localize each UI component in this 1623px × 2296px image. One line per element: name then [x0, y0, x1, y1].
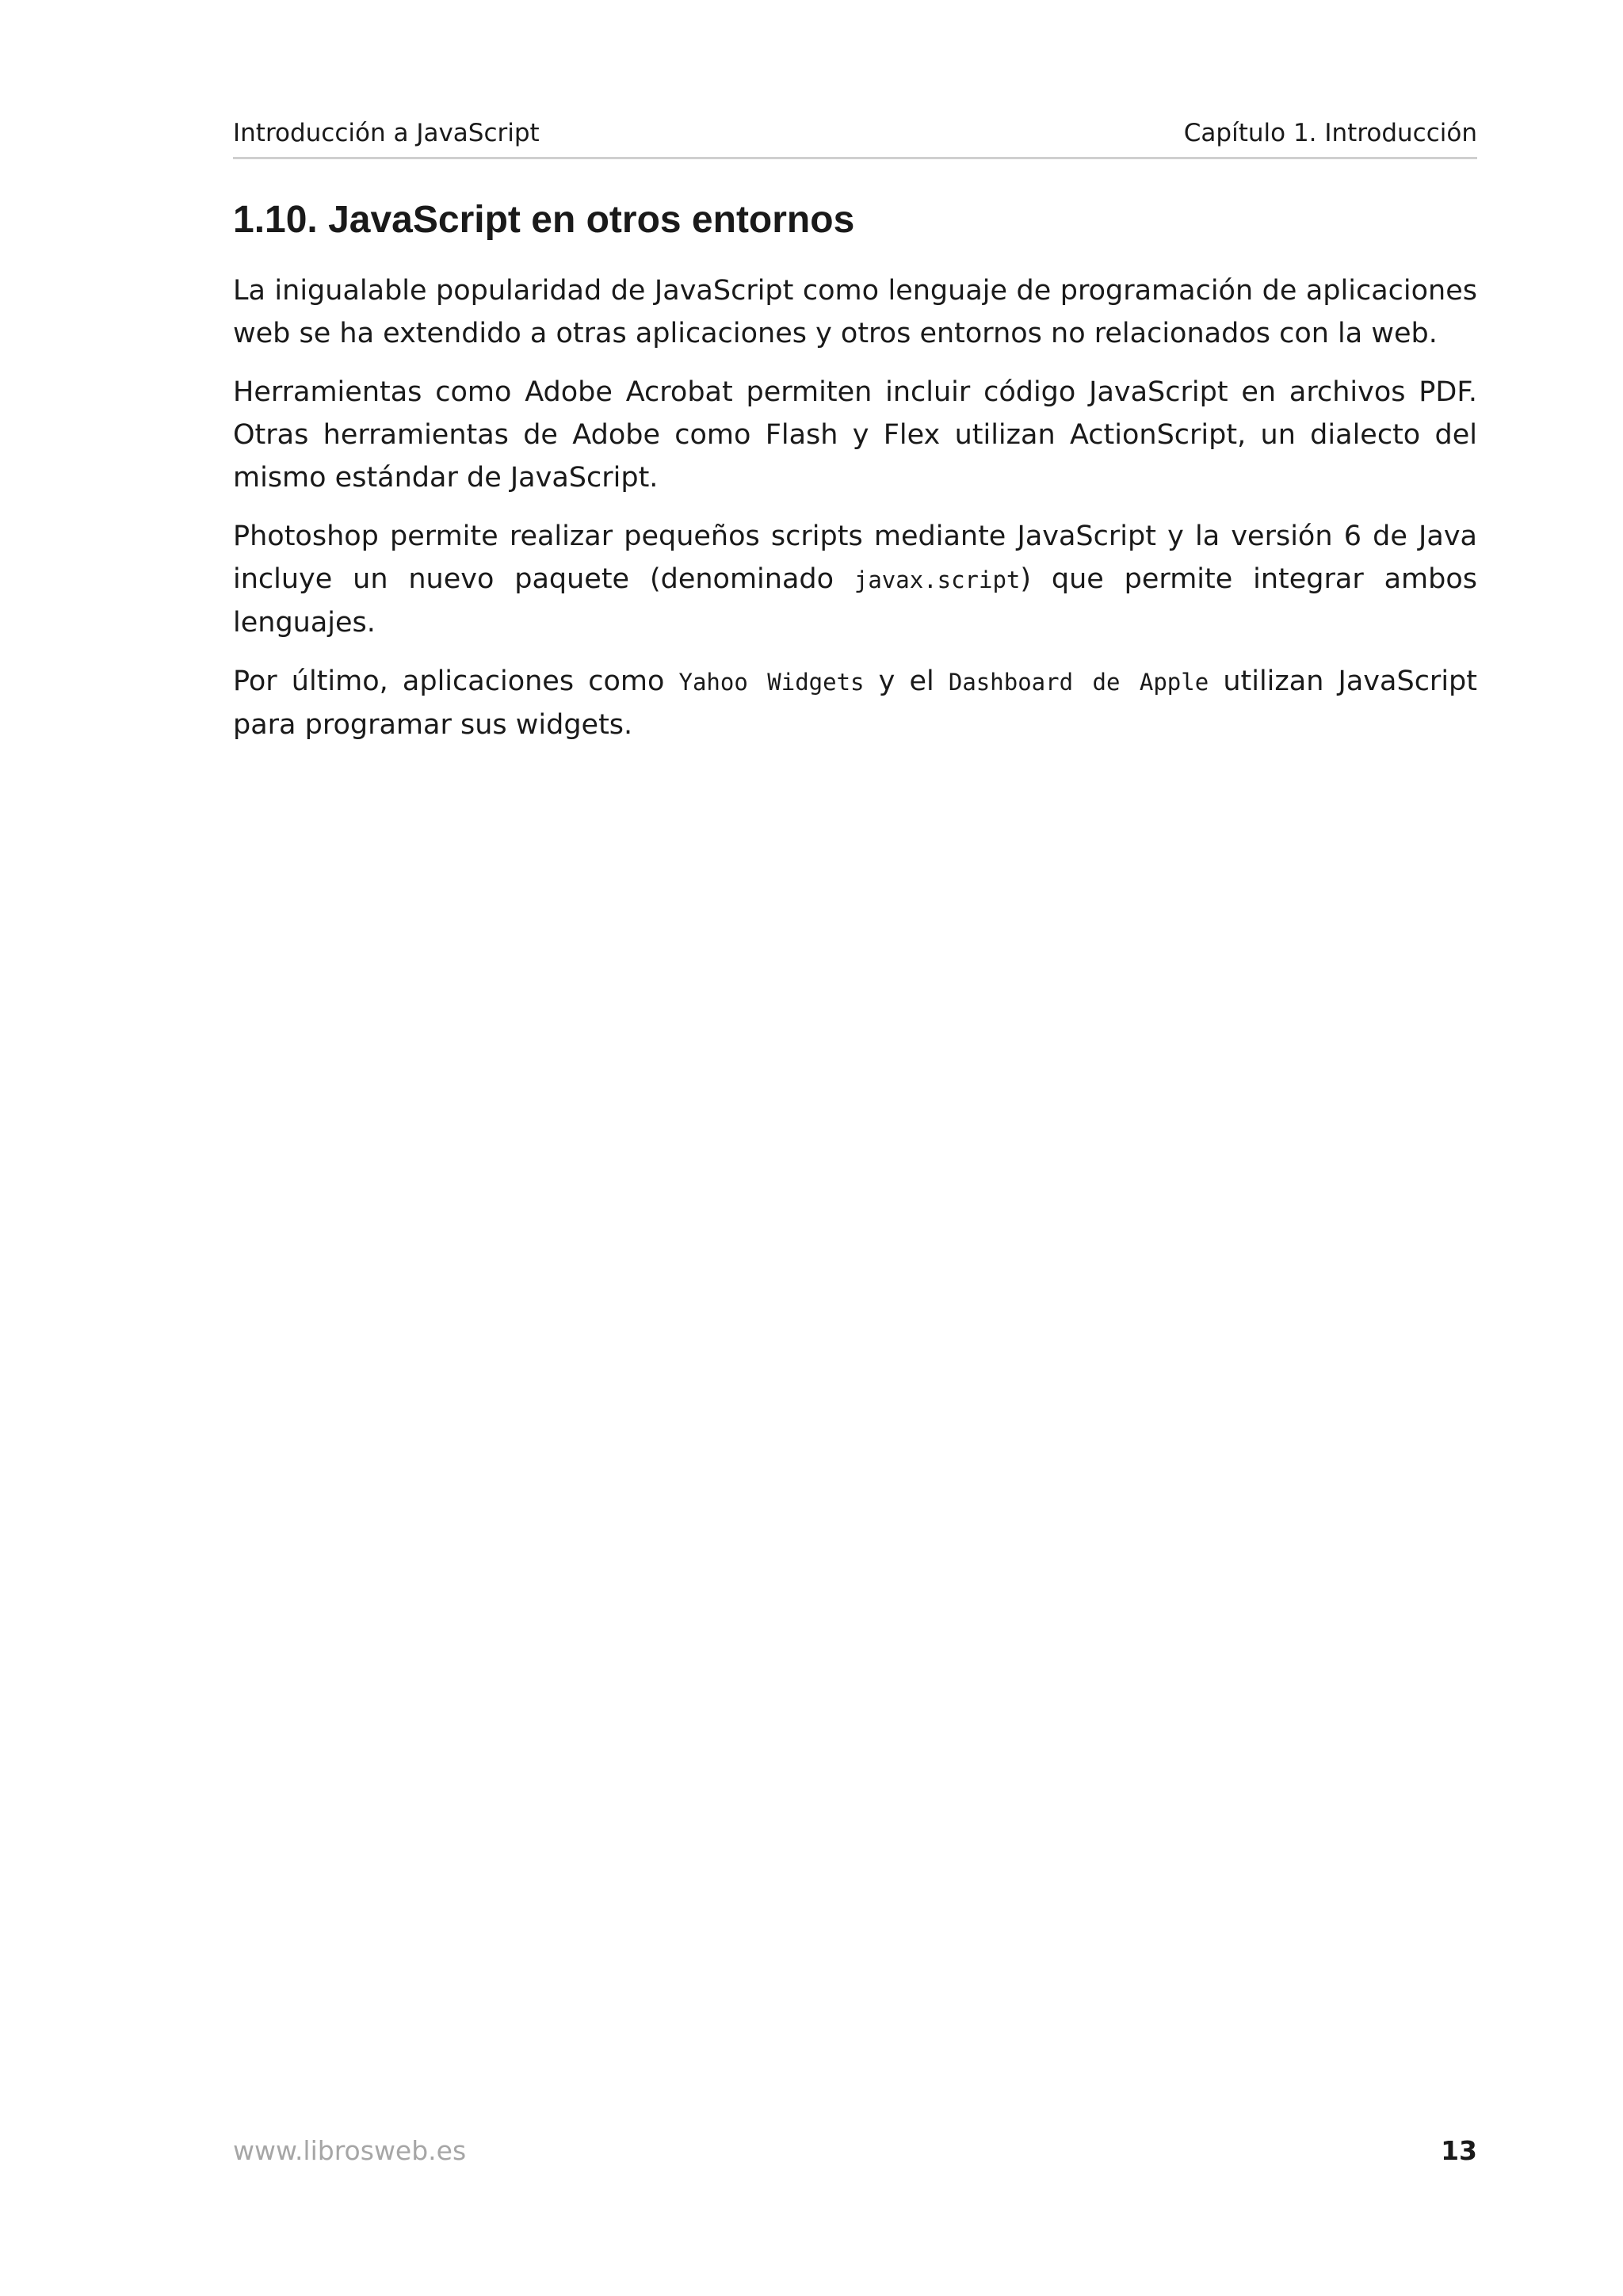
paragraph-4-text-a: Por último, aplicaciones como	[233, 666, 679, 697]
running-footer	[233, 2135, 1477, 2175]
paragraph-3-text-b: ) que permite integrar ambos lenguajes.	[233, 563, 1477, 639]
paragraph-3	[233, 515, 1477, 644]
section-title: 1.10. JavaScript en otros entornos	[233, 199, 855, 241]
paragraph-1: La inigualable popularidad de JavaScript como lenguaje de programación de aplicaciones web se ha extendido a otras aplicaciones y otros entornos no relacionados con la web.	[233, 275, 1477, 349]
paragraph-4-text-b: y el	[864, 666, 949, 697]
running-header	[233, 119, 1477, 159]
code-dashboard-apple: Dashboard de Apple	[948, 669, 1209, 696]
paragraph-2: Herramientas como Adobe Acrobat permiten incluir código JavaScript en archivos PDF. Otras herramientas de Adobe como Flash y Flex utilizan ActionScript, un dialecto del mismo estándar de JavaScript.	[233, 376, 1477, 494]
code-javax-script: javax.script	[854, 566, 1021, 593]
paragraph-4-text-c: utilizan JavaScript para programar sus widgets.	[233, 666, 1477, 741]
header-chapter: Capítulo 1. Introducción	[1183, 119, 1477, 147]
footer-site-link[interactable]: www.librosweb.es	[233, 2135, 467, 2166]
section-body	[233, 269, 1477, 762]
page-number: 13	[1441, 2135, 1477, 2166]
header-book-title: Introducción a JavaScript	[233, 119, 540, 147]
code-yahoo-widgets: Yahoo Widgets	[678, 669, 865, 696]
document-page	[233, 0, 1477, 2296]
paragraph-4	[233, 660, 1477, 746]
paragraph-3-text-a: Photoshop permite realizar pequeños scripts mediante JavaScript y la versión 6 de Java incluye un nuevo paquete (denominado	[233, 521, 1477, 595]
